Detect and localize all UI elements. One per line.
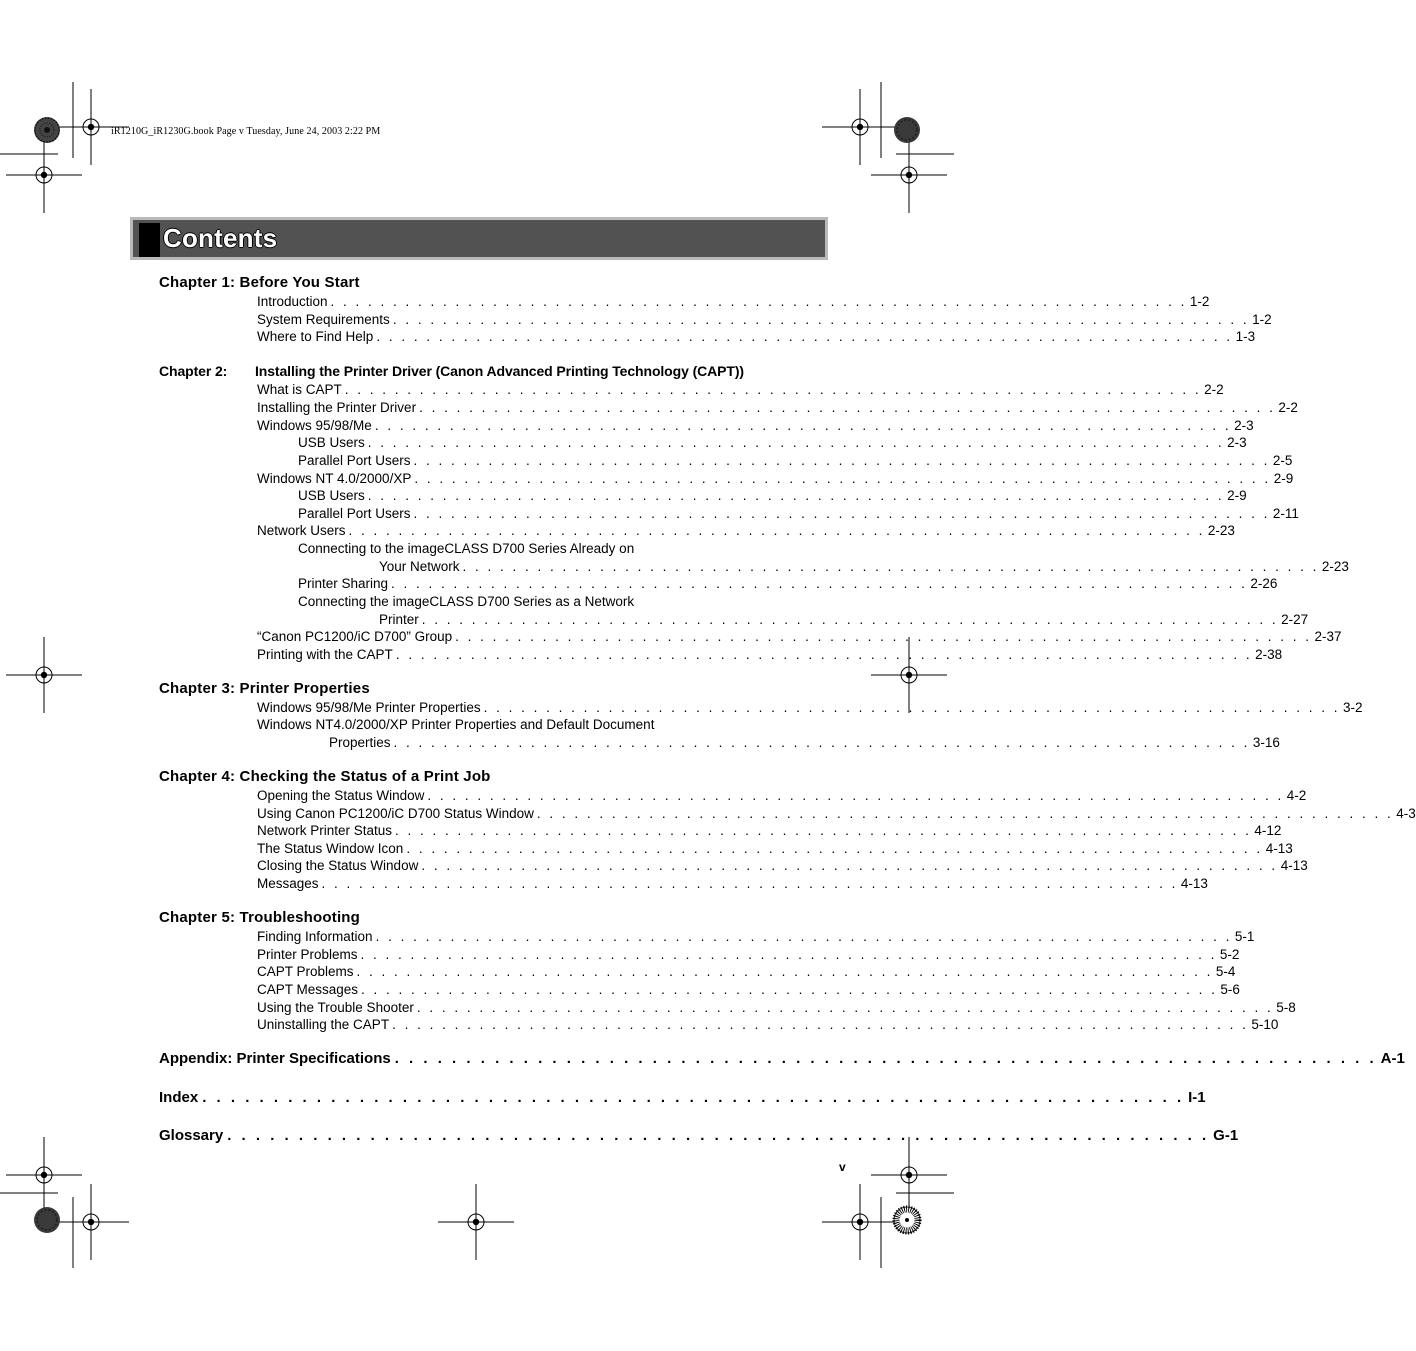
toc-appendix[interactable]	[159, 1049, 1405, 1069]
toc-glossary-page: G-1	[1213, 1127, 1239, 1144]
page-number: v	[839, 1160, 846, 1174]
toc-entry-line[interactable]: Windows NT4.0/2000/XP Printer Properties and Default Document	[257, 717, 655, 732]
toc-entry[interactable]	[257, 999, 1296, 1016]
toc-entry[interactable]	[298, 505, 1299, 522]
toc-entry-page: 4-13	[1180, 876, 1208, 891]
dot-leader: . . . . . . . . . . . . . . . . . . . . . . . . . . . . . . . . . . . . . . . . . . . . . . . . . . . . . . . . . . . . . . . . . . . . .	[427, 788, 1284, 803]
dot-leader: . . . . . . . . . . . . . . . . . . . . . . . . . . . . . . . . . . . . . . . . . . . . . . . . . . . . . . . . . . . . . . . . . . . . .	[536, 806, 1394, 821]
toc-entry[interactable]	[257, 946, 1240, 963]
dot-leader: . . . . . . . . . . . . . . . . . . . . . . . . . . . . . . . . . . . . . . . . . . . . . . . . . . . . . . . . . . . . . . . . . . . . .	[348, 523, 1205, 538]
toc-entry-title: Printer Sharing	[298, 576, 389, 591]
chapter2-label: Chapter 2:	[159, 363, 228, 379]
dot-leader: . . . . . . . . . . . . . . . . . . . . . . . . . . . . . . . . . . . . . . . . . . . . . . . . . . . . . . . . . . . . . . . . . . . . .	[202, 1089, 1185, 1106]
toc-entry[interactable]	[257, 699, 1363, 716]
dot-leader: . . . . . . . . . . . . . . . . . . . . . . . . . . . . . . . . . . . . . . . . . . . . . . . . . . . . . . . . . . . . . . . . . . . . .	[227, 1127, 1210, 1144]
dot-leader: . . . . . . . . . . . . . . . . . . . . . . . . . . . . . . . . . . . . . . . . . . . . . . . . . . . . . . . . . . . . . . . . . . . . .	[321, 876, 1178, 891]
toc-entry-line[interactable]: Connecting the imageCLASS D700 Series as a Network	[298, 594, 635, 609]
toc-entry[interactable]	[257, 399, 1298, 416]
toc-entry[interactable]	[298, 452, 1293, 469]
toc-entry-title: Printer Problems	[257, 947, 358, 962]
toc-entry[interactable]	[257, 328, 1256, 345]
dot-leader: . . . . . . . . . . . . . . . . . . . . . . . . . . . . . . . . . . . . . . . . . . . . . . . . . . . . . . . . . . . . . . . . . . . . .	[395, 647, 1253, 662]
toc-entry-title: “Canon PC1200/iC D700” Group	[257, 629, 453, 644]
toc-entry-title: Using the Trouble Shooter	[257, 1000, 414, 1015]
toc-appendix-page: A-1	[1380, 1050, 1405, 1067]
toc-entry[interactable]	[257, 840, 1293, 857]
toc-entry-page: 5-8	[1276, 1000, 1296, 1015]
toc-entry[interactable]	[329, 734, 1280, 751]
dot-leader: . . . . . . . . . . . . . . . . . . . . . . . . . . . . . . . . . . . . . . . . . . . . . . . . . . . . . . . . . . . . . . . . . . . . .	[455, 629, 1312, 644]
toc-entry-title: Parallel Port Users	[298, 506, 411, 521]
toc-index-page: I-1	[1188, 1089, 1206, 1106]
toc-entry-page: 5-2	[1219, 947, 1240, 962]
toc-index[interactable]	[159, 1088, 1206, 1108]
chapter2-heading: Installing the Printer Driver (Canon Advanced Printing Technology (CAPT))	[255, 363, 744, 379]
toc-entry-title: Where to Find Help	[257, 329, 374, 344]
chapter3-heading: Chapter 3: Printer Properties	[159, 680, 370, 697]
toc-entry[interactable]	[257, 875, 1208, 892]
toc-entry-title: Windows 95/98/Me Printer Properties	[257, 700, 481, 715]
toc-entry-title: USB Users	[298, 488, 365, 503]
toc-entry-title: Network Users	[257, 523, 346, 538]
toc-entry-page: 2-26	[1250, 576, 1278, 591]
toc-entry-title: Installing the Printer Driver	[257, 400, 417, 415]
toc-entry-title: Printer	[379, 612, 419, 627]
dot-leader: . . . . . . . . . . . . . . . . . . . . . . . . . . . . . . . . . . . . . . . . . . . . . . . . . . . . . . . . . . . . . . . . . . . . .	[330, 294, 1187, 309]
chapter5-heading: Chapter 5: Troubleshooting	[159, 909, 361, 926]
banner-black-block	[139, 223, 160, 257]
dot-leader: . . . . . . . . . . . . . . . . . . . . . . . . . . . . . . . . . . . . . . . . . . . . . . . . . . . . . . . . . . . . . . . . . . . . .	[361, 982, 1218, 997]
toc-entry[interactable]	[257, 963, 1236, 980]
toc-index-title: Index	[159, 1089, 199, 1106]
dot-leader: . . . . . . . . . . . . . . . . . . . . . . . . . . . . . . . . . . . . . . . . . . . . . . . . . . . . . . . . . . . . . . . . . . . . .	[413, 453, 1270, 468]
toc-entry-page: 4-13	[1265, 841, 1293, 856]
toc-entry[interactable]	[257, 311, 1272, 328]
toc-entry-page: 1-2	[1189, 294, 1210, 309]
toc-entry[interactable]	[257, 787, 1307, 804]
dot-leader: . . . . . . . . . . . . . . . . . . . . . . . . . . . . . . . . . . . . . . . . . . . . . . . . . . . . . . . . . . . . . . . . . . . . .	[395, 823, 1252, 838]
toc-entry-title: Closing the Status Window	[257, 858, 419, 873]
dot-leader: . . . . . . . . . . . . . . . . . . . . . . . . . . . . . . . . . . . . . . . . . . . . . . . . . . . . . . . . . . . . . . . . . . . . .	[414, 471, 1271, 486]
toc-entry[interactable]	[257, 417, 1254, 434]
toc-entry-page: 5-1	[1234, 929, 1255, 944]
toc-entry[interactable]	[257, 857, 1308, 874]
toc-entry[interactable]	[257, 522, 1235, 539]
dot-leader: . . . . . . . . . . . . . . . . . . . . . . . . . . . . . . . . . . . . . . . . . . . . . . . . . . . . . . . . . . . . . . . . . . . . .	[413, 506, 1270, 521]
dot-leader: . . . . . . . . . . . . . . . . . . . . . . . . . . . . . . . . . . . . . . . . . . . . . . . . . . . . . . . . . . . . . . . . . . . . .	[360, 947, 1217, 962]
dot-leader: . . . . . . . . . . . . . . . . . . . . . . . . . . . . . . . . . . . . . . . . . . . . . . . . . . . . . . . . . . . . . . . . . . . . .	[421, 612, 1279, 627]
dot-leader: . . . . . . . . . . . . . . . . . . . . . . . . . . . . . . . . . . . . . . . . . . . . . . . . . . . . . . . . . . . . . . . . . . . . .	[394, 1050, 1377, 1067]
dot-leader: . . . . . . . . . . . . . . . . . . . . . . . . . . . . . . . . . . . . . . . . . . . . . . . . . . . . . . . . . . . . . . . . . . . . .	[392, 1017, 1249, 1032]
dot-leader: . . . . . . . . . . . . . . . . . . . . . . . . . . . . . . . . . . . . . . . . . . . . . . . . . . . . . . . . . . . . . . . . . . . . .	[374, 418, 1232, 433]
toc-entry[interactable]	[257, 805, 1416, 822]
toc-entry-page: 2-3	[1227, 435, 1247, 450]
toc-entry-line[interactable]: Connecting to the imageCLASS D700 Series Already on	[298, 541, 635, 556]
toc-entry-page: 4-12	[1254, 823, 1282, 838]
toc-entry-title: CAPT Problems	[257, 964, 354, 979]
dot-leader: . . . . . . . . . . . . . . . . . . . . . . . . . . . . . . . . . . . . . . . . . . . . . . . . . . . . . . . . . . . . . . . . . . . . .	[367, 435, 1225, 450]
toc-entry[interactable]	[298, 487, 1247, 504]
dot-leader: . . . . . . . . . . . . . . . . . . . . . . . . . . . . . . . . . . . . . . . . . . . . . . . . . . . . . . . . . . . . . . . . . . . . .	[421, 858, 1278, 873]
dot-leader: . . . . . . . . . . . . . . . . . . . . . . . . . . . . . . . . . . . . . . . . . . . . . . . . . . . . . . . . . . . . . . . . . . . . .	[393, 735, 1250, 750]
dot-leader: . . . . . . . . . . . . . . . . . . . . . . . . . . . . . . . . . . . . . . . . . . . . . . . . . . . . . . . . . . . . . . . . . . . . .	[392, 312, 1250, 327]
toc-entry-page: 4-13	[1280, 858, 1308, 873]
toc-entry-title: Printing with the CAPT	[257, 647, 393, 662]
toc-entry[interactable]	[257, 928, 1255, 945]
toc-entry-page: 2-2	[1204, 382, 1224, 397]
toc-entry-title: Uninstalling the CAPT	[257, 1017, 390, 1032]
toc-glossary-title: Glossary	[159, 1127, 224, 1144]
toc-entry[interactable]	[298, 434, 1247, 451]
toc-entry-page: 2-2	[1278, 400, 1298, 415]
toc-entry-title: Windows NT 4.0/2000/XP	[257, 471, 412, 486]
dot-leader: . . . . . . . . . . . . . . . . . . . . . . . . . . . . . . . . . . . . . . . . . . . . . . . . . . . . . . . . . . . . . . . . . . . . .	[406, 841, 1263, 856]
toc-entry-title: Properties	[329, 735, 391, 750]
dot-leader: . . . . . . . . . . . . . . . . . . . . . . . . . . . . . . . . . . . . . . . . . . . . . . . . . . . . . . . . . . . . . . . . . . . . .	[483, 700, 1340, 715]
toc-entry-page: 2-38	[1255, 647, 1283, 662]
toc-entry-title: What is CAPT	[257, 382, 342, 397]
toc-entry-page: 5-10	[1251, 1017, 1279, 1032]
dot-leader: . . . . . . . . . . . . . . . . . . . . . . . . . . . . . . . . . . . . . . . . . . . . . . . . . . . . . . . . . . . . . . . . . . . . .	[416, 1000, 1274, 1015]
toc-entry-title: Introduction	[257, 294, 328, 309]
toc-entry-title: The Status Window Icon	[257, 841, 404, 856]
dot-leader: . . . . . . . . . . . . . . . . . . . . . . . . . . . . . . . . . . . . . . . . . . . . . . . . . . . . . . . . . . . . . . . . . . . . .	[391, 576, 1248, 591]
dot-leader: . . . . . . . . . . . . . . . . . . . . . . . . . . . . . . . . . . . . . . . . . . . . . . . . . . . . . . . . . . . . . . . . . . . . .	[367, 488, 1225, 503]
toc-entry-title: Using Canon PC1200/iC D700 Status Window	[257, 806, 534, 821]
toc-entry[interactable]	[257, 981, 1240, 998]
toc-entry-page: 3-16	[1252, 735, 1280, 750]
toc-entry[interactable]	[257, 381, 1224, 398]
toc-entry-page: 2-27	[1281, 612, 1309, 627]
toc-entry-page: 3-2	[1342, 700, 1363, 715]
toc-entry-page: 2-37	[1314, 629, 1342, 644]
toc-entry-title: System Requirements	[257, 312, 390, 327]
toc-entry-title: Opening the Status Window	[257, 788, 425, 803]
toc-entry-title: Network Printer Status	[257, 823, 393, 838]
toc-entry-page: 2-9	[1227, 488, 1247, 503]
toc-entry-page: 4-2	[1286, 788, 1307, 803]
banner-title: Contents	[163, 223, 278, 253]
toc-entry-title: USB Users	[298, 435, 365, 450]
toc-entry[interactable]	[257, 628, 1342, 645]
toc-entry-page: 1-2	[1252, 312, 1272, 327]
toc-entry-page: 5-6	[1220, 982, 1240, 997]
toc-entry-title: Windows 95/98/Me	[257, 418, 372, 433]
dot-leader: . . . . . . . . . . . . . . . . . . . . . . . . . . . . . . . . . . . . . . . . . . . . . . . . . . . . . . . . . . . . . . . . . . . . .	[344, 382, 1202, 397]
toc-entry-title: CAPT Messages	[257, 982, 359, 997]
toc-entry-page: 1-3	[1235, 329, 1256, 344]
toc-entry-page: 5-4	[1215, 964, 1236, 979]
toc-entry-title: Finding Information	[257, 929, 373, 944]
toc-entry-page: 2-23	[1321, 559, 1349, 574]
toc-entry-page: 2-11	[1272, 506, 1299, 521]
toc-entry[interactable]	[257, 822, 1282, 839]
toc-entry-page: 2-23	[1207, 523, 1235, 538]
file-slug-line: iR1210G_iR1230G.book Page v Tuesday, June 24, 2003 2:22 PM	[111, 126, 381, 137]
toc-entry-title: Your Network	[379, 559, 460, 574]
toc-entry[interactable]	[257, 1016, 1279, 1033]
toc-appendix-title: Appendix: Printer Specifications	[159, 1050, 391, 1067]
dot-leader: . . . . . . . . . . . . . . . . . . . . . . . . . . . . . . . . . . . . . . . . . . . . . . . . . . . . . . . . . . . . . . . . . . . . .	[356, 964, 1213, 979]
toc-entry[interactable]	[257, 470, 1294, 487]
chapter1-heading: Chapter 1: Before You Start	[159, 274, 360, 291]
toc-entry[interactable]	[257, 646, 1283, 663]
toc-entry-page: 2-3	[1234, 418, 1254, 433]
toc-entry-page: 4-3	[1396, 806, 1416, 821]
toc-entry-page: 2-5	[1272, 453, 1293, 468]
toc-entry[interactable]	[379, 611, 1309, 628]
toc-entry-title: Messages	[257, 876, 319, 891]
toc-glossary[interactable]	[159, 1126, 1239, 1146]
toc-entry[interactable]	[257, 293, 1210, 310]
contents-banner	[130, 217, 828, 260]
toc-entry[interactable]	[379, 558, 1349, 575]
dot-leader: . . . . . . . . . . . . . . . . . . . . . . . . . . . . . . . . . . . . . . . . . . . . . . . . . . . . . . . . . . . . . . . . . . . . .	[462, 559, 1319, 574]
dot-leader: . . . . . . . . . . . . . . . . . . . . . . . . . . . . . . . . . . . . . . . . . . . . . . . . . . . . . . . . . . . . . . . . . . . . .	[375, 929, 1232, 944]
chapter4-heading: Chapter 4: Checking the Status of a Print Job	[159, 768, 491, 785]
toc-entry[interactable]	[298, 575, 1278, 592]
toc-entry-title: Parallel Port Users	[298, 453, 411, 468]
toc-entry-page: 2-9	[1273, 471, 1294, 486]
dot-leader: . . . . . . . . . . . . . . . . . . . . . . . . . . . . . . . . . . . . . . . . . . . . . . . . . . . . . . . . . . . . . . . . . . . . .	[419, 400, 1276, 415]
dot-leader: . . . . . . . . . . . . . . . . . . . . . . . . . . . . . . . . . . . . . . . . . . . . . . . . . . . . . . . . . . . . . . . . . . . . .	[376, 329, 1233, 344]
